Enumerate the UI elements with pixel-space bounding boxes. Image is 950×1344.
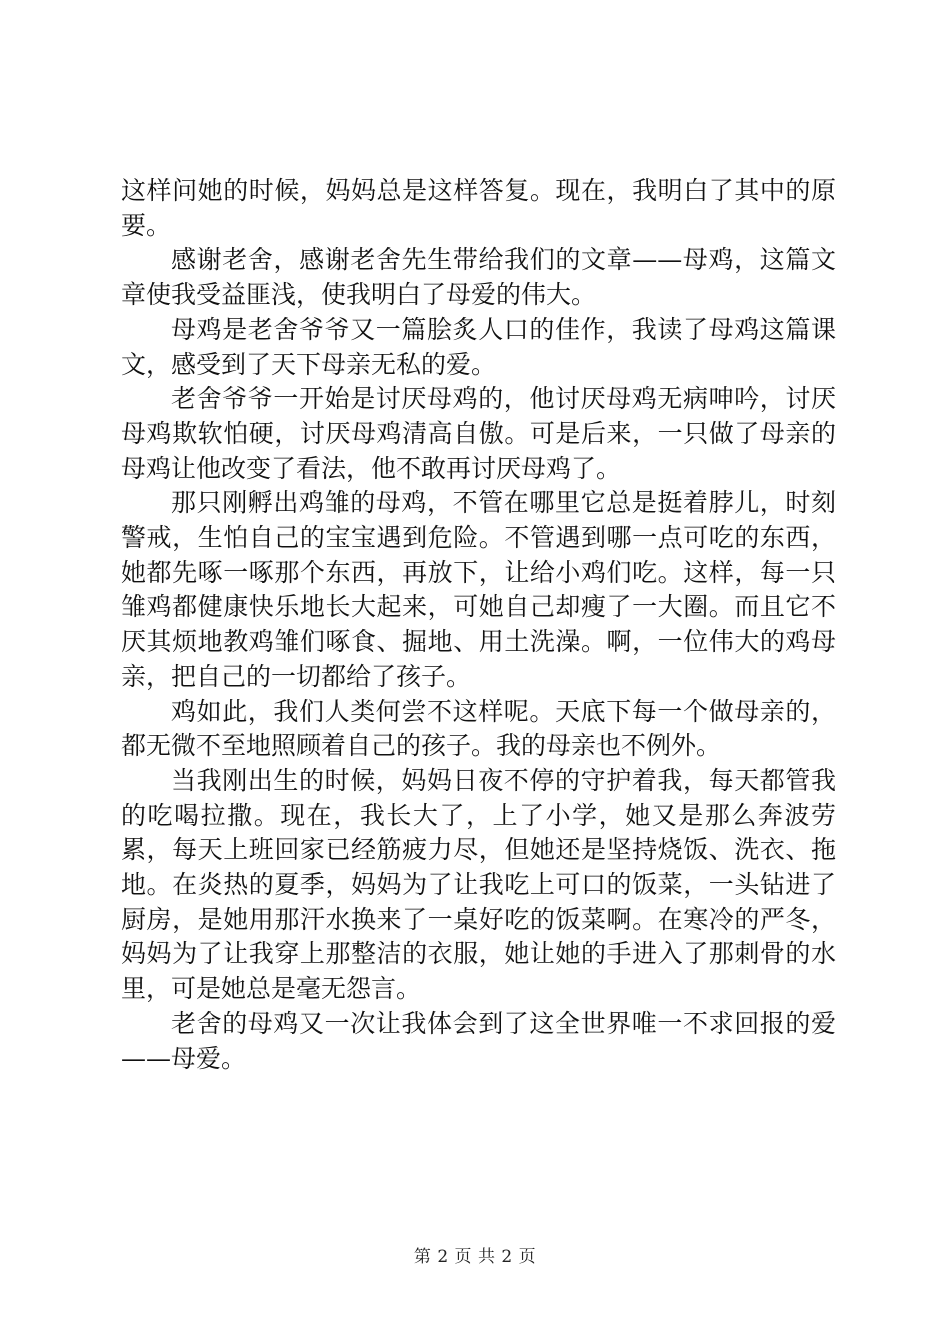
paragraph: 母鸡是老舍爷爷又一篇脍炙人口的佳作，我读了母鸡这篇课文，感受到了天下母亲无私的爱。 (121, 314, 836, 379)
paragraph: 老舍爷爷一开始是讨厌母鸡的，他讨厌母鸡无病呻吟，讨厌母鸡欺软怕硬，讨厌母鸡清高自傲。可是后来，一只做了母亲的母鸡让他改变了看法，他不敢再讨厌母鸡了。 (121, 384, 836, 483)
paragraph: 感谢老舍，感谢老舍先生带给我们的文章——母鸡，这篇文章使我受益匪浅，使我明白了母爱的伟大。 (121, 245, 836, 310)
page-number-footer: 第 2 页 共 2 页 (413, 1247, 537, 1267)
body-text (121, 174, 836, 1076)
paragraph: 那只刚孵出鸡雏的母鸡，不管在哪里它总是挺着脖儿，时刻警戒，生怕自己的宝宝遇到危险。不管遇到哪一点可吃的东西，她都先啄一啄那个东西，再放下，让给小鸡们吃。这样，每一只雏鸡都健康快乐地长大起来，可她自己却瘦了一大圈。而且它不厌其烦地教鸡雏们啄食、掘地、用土洗澡。啊，一位伟大的鸡母亲，把自己的一切都给了孩子。 (121, 488, 836, 691)
paragraph: 鸡如此，我们人类何尝不这样呢。天底下每一个做母亲的，都无微不至地照顾着自己的孩子。我的母亲也不例外。 (121, 696, 836, 761)
paragraph: 当我刚出生的时候，妈妈日夜不停的守护着我，每天都管我的吃喝拉撒。现在，我长大了，上了小学，她又是那么奔波劳累，每天上班回家已经筋疲力尽，但她还是坚持烧饭、洗衣、拖地。在炎热的夏季，妈妈为了让我吃上可口的饭菜，一头钻进了厨房，是她用那汗水换来了一桌好吃的饭菜啊。在寒冷的严冬，妈妈为了让我穿上那整洁的衣服，她让她的手进入了那刺骨的水里，可是她总是毫无怨言。 (121, 765, 836, 1004)
paragraph: 这样问她的时候，妈妈总是这样答复。现在，我明白了其中的原要。 (121, 176, 836, 240)
paragraph: 老舍的母鸡又一次让我体会到了这全世界唯一不求回报的爱——母爱。 (121, 1008, 836, 1073)
